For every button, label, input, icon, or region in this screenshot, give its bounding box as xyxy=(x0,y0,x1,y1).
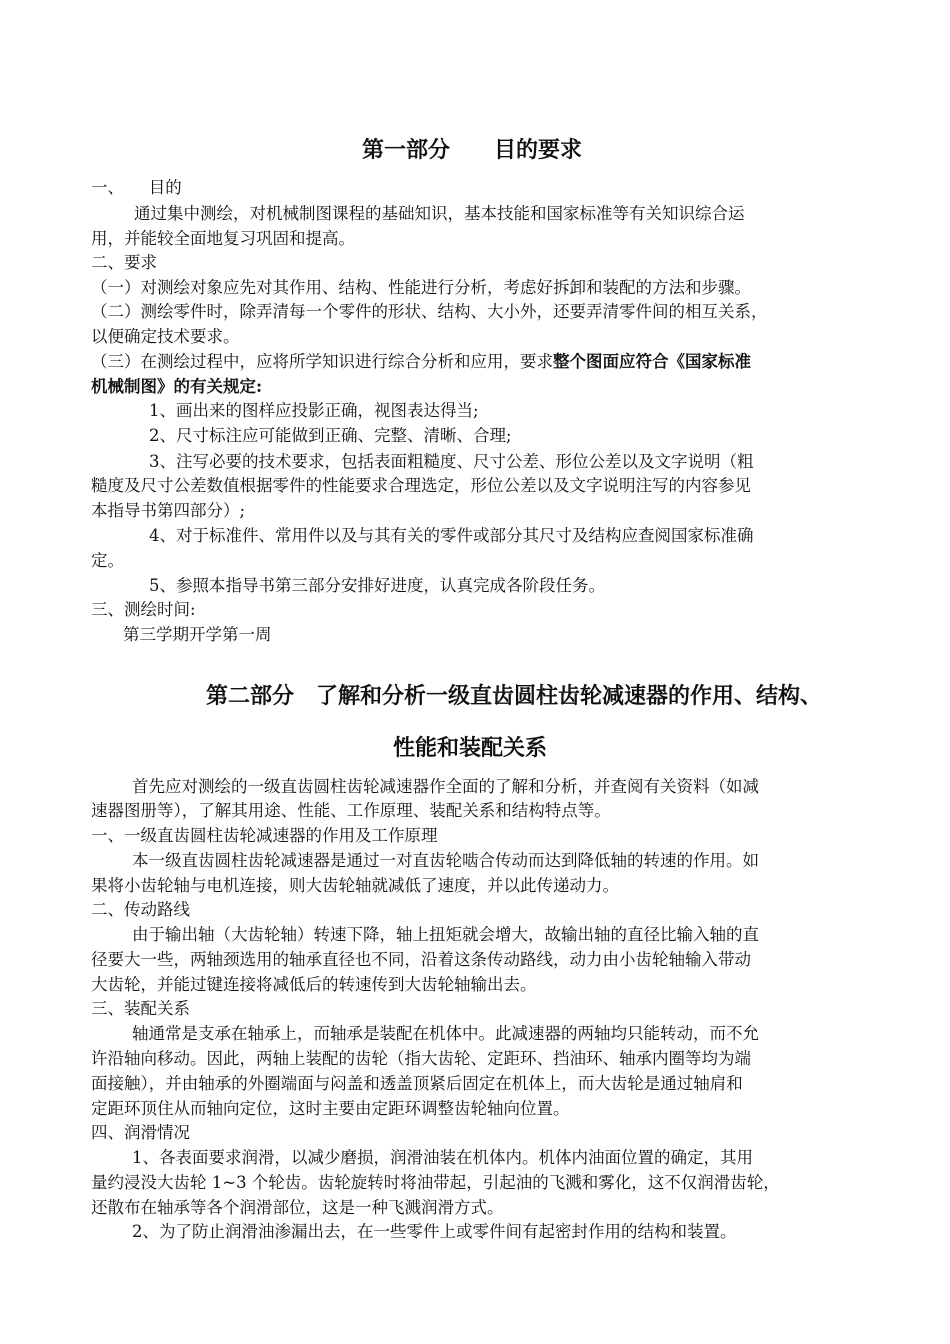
part2-title-line: 性能和装配关系 xyxy=(393,736,548,761)
section-heading-lubrication: 四、润滑情况 xyxy=(91,1123,190,1142)
requirement-2-line: 以便确定技术要求。 xyxy=(91,327,240,346)
transmission-paragraph-line: 径要大一些，两轴颈选用的轴承直径也不同，沿着这条传动路线，动力由小齿轮轴输入带动 xyxy=(91,950,751,969)
section-heading-purpose: 一、 目的 xyxy=(91,178,182,197)
survey-time-value: 第三学期开学第一周 xyxy=(123,625,272,644)
requirement-3-line xyxy=(91,375,262,399)
requirement-item-4-line: 定。 xyxy=(91,551,124,570)
requirement-3-line xyxy=(91,350,751,374)
purpose-paragraph-line: 用，并能较全面地复习巩固和提高。 xyxy=(91,229,355,248)
transmission-paragraph-line: 大齿轮，并能过键连接将减低后的转速传到大齿轮轴输出去。 xyxy=(91,975,537,994)
assembly-paragraph-line: 面接触），并由轴承的外圈端面与闷盖和透盖顶紧后固定在机体上，而大齿轮是通过轴肩和 xyxy=(91,1074,743,1093)
requirement-item-3-line: 本指导书第四部分）; xyxy=(91,501,246,520)
purpose-paragraph-line: 通过集中测绘，对机械制图课程的基础知识，基本技能和国家标准等有关知识综合运 xyxy=(134,204,745,223)
requirement-2-line: （二）测绘零件时，除弄清每一个零件的形状、结构、大小外，还要弄清零件间的相互关系， xyxy=(91,302,768,321)
intro-paragraph-line: 速器图册等），了解其用途、性能、工作原理、装配关系和结构特点等。 xyxy=(91,801,611,820)
requirement-item-2: 2、尺寸标注应可能做到正确、完整、清晰、合理; xyxy=(149,426,512,445)
section-heading-function: 一、一级直齿圆柱齿轮减速器的作用及工作原理 xyxy=(91,826,438,845)
requirement-item-4-line: 4、对于标准件、常用件以及与其有关的零件或部分其尺寸及结构应查阅国家标准确 xyxy=(149,526,754,545)
lubrication-paragraph-line: 还散布在轴承等各个润滑部位，这是一种飞溅润滑方式。 xyxy=(91,1198,504,1217)
assembly-paragraph-line: 定距环顶住从而轴向定位，这时主要由定距环调整齿轮轴向位置。 xyxy=(91,1099,570,1118)
transmission-paragraph-line: 由于输出轴（大齿轮轴）转速下降，轴上扭矩就会增大，故输出轴的直径比输入轴的直 xyxy=(132,925,759,944)
part1-title: 第一部分 目的要求 xyxy=(362,138,583,163)
intro-paragraph-line: 首先应对测绘的一级直齿圆柱齿轮减速器作全面的了解和分析，并查阅有关资料（如减 xyxy=(132,777,759,796)
lubrication-paragraph-line: 1、各表面要求润滑，以减少磨损，润滑油装在机体内。机体内油面位置的确定，其用 xyxy=(132,1148,753,1167)
requirement-3-bold-text: 整个图面应符合《国家标准 xyxy=(553,352,751,371)
requirement-item-3-line: 糙度及尺寸公差数值根据零件的性能要求合理选定，形位公差以及文字说明注写的内容参见 xyxy=(91,476,751,495)
lubrication-paragraph-line: 量约浸没大齿轮 1~3 个轮齿。齿轮旋转时将油带起，引起油的飞溅和雾化，这不仅润滑齿轮， xyxy=(91,1173,780,1192)
requirement-3-bold-text: 机械制图》的有关规定 xyxy=(91,377,256,396)
requirement-item-1: 1、画出来的图样应投影正确，视图表达得当; xyxy=(149,401,479,420)
assembly-paragraph-line: 许沿轴向移动。因此，两轴上装配的齿轮（指大齿轮、定距环、挡油环、轴承内圈等均为端 xyxy=(91,1049,751,1068)
section-heading-assembly: 三、装配关系 xyxy=(91,999,190,1018)
requirement-item-3-line: 3、注写必要的技术要求，包括表面粗糙度、尺寸公差、形位公差以及文字说明（粗 xyxy=(149,452,754,471)
section-heading-transmission: 二、传动路线 xyxy=(91,900,190,919)
assembly-paragraph-line: 轴通常是支承在轴承上，而轴承是装配在机体中。此减速器的两轴均只能转动，而不允 xyxy=(132,1024,759,1043)
function-paragraph-line: 果将小齿轮轴与电机连接，则大齿轮轴就减低了速度，并以此传递动力。 xyxy=(91,876,619,895)
section-heading-time: 三、测绘时间: xyxy=(91,600,196,619)
requirement-1: （一）对测绘对象应先对其作用、结构、性能进行分析，考虑好拆卸和装配的方法和步骤。 xyxy=(91,278,751,297)
requirement-3-text: （三）在测绘过程中，应将所学知识进行综合分析和应用，要求 xyxy=(91,352,553,371)
sealing-paragraph: 2、为了防止润滑油渗漏出去，在一些零件上或零件间有起密封作用的结构和装置。 xyxy=(132,1222,737,1241)
section-heading-requirements: 二、要求 xyxy=(91,253,157,272)
part2-title-line: 第二部分 了解和分析一级直齿圆柱齿轮减速器的作用、结构、 xyxy=(206,684,823,709)
function-paragraph-line: 本一级直齿圆柱齿轮减速器是通过一对直齿轮啮合传动而达到降低轴的转速的作用。如 xyxy=(132,851,759,870)
requirement-item-5: 5、参照本指导书第三部分安排好进度，认真完成各阶段任务。 xyxy=(149,576,605,595)
requirement-3-colon: : xyxy=(256,377,263,396)
